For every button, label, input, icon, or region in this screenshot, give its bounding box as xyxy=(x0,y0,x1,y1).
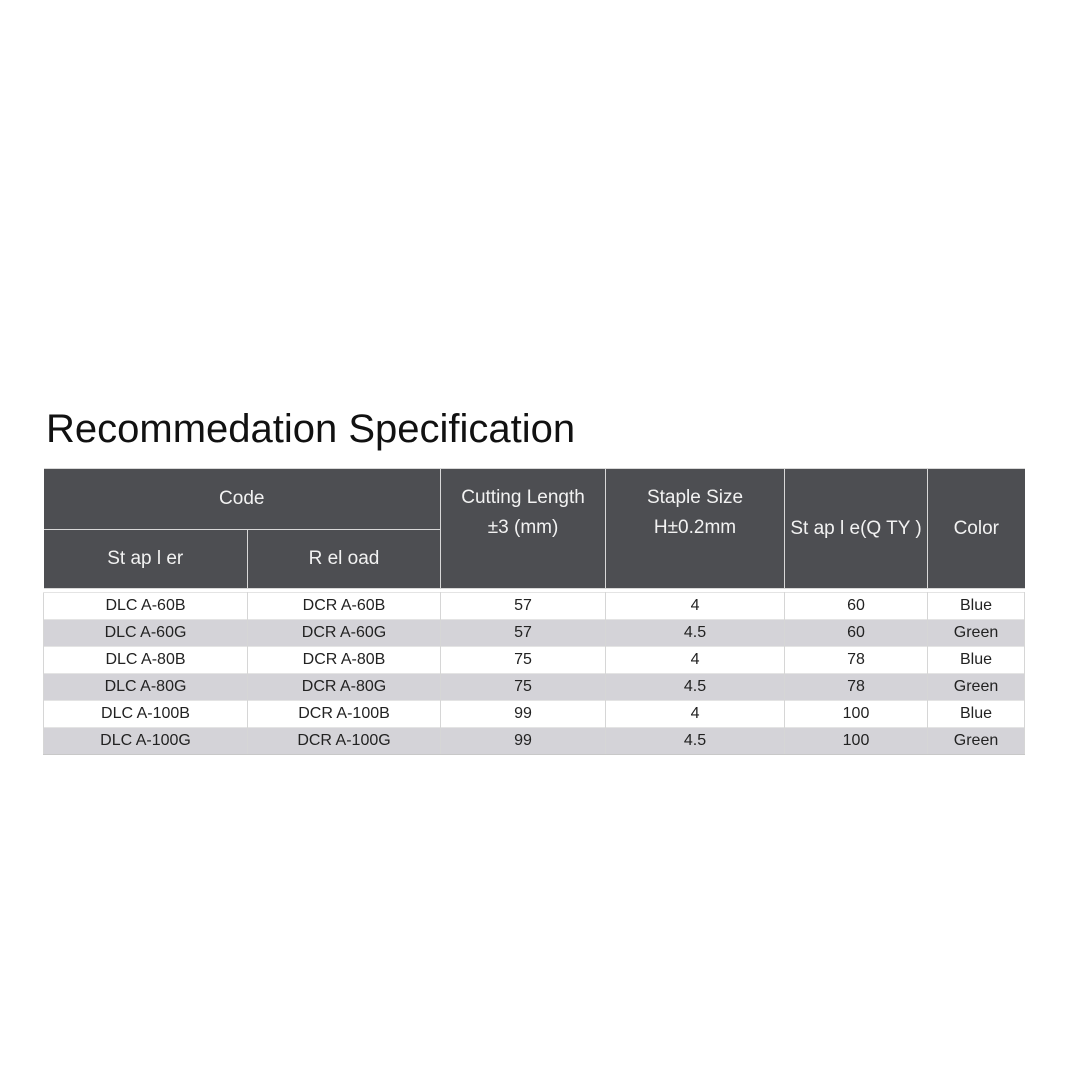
cell-cutting-length: 99 xyxy=(441,728,606,755)
cell-cutting-length: 57 xyxy=(441,593,606,620)
cell-staple-qty: 78 xyxy=(785,674,928,701)
cell-stapler: DLC A-60B xyxy=(44,593,248,620)
header-cutting-length-tolerance: ±3 (mm) xyxy=(487,516,559,538)
cell-staple-qty: 100 xyxy=(785,701,928,728)
cell-staple-size: 4.5 xyxy=(606,674,785,701)
cell-reload: DCR A-60G xyxy=(248,620,441,647)
cell-staple-qty: 78 xyxy=(785,647,928,674)
header-color: Color xyxy=(928,469,1025,589)
cell-reload: DCR A-100B xyxy=(248,701,441,728)
cell-staple-size: 4 xyxy=(606,647,785,674)
cell-stapler: DLC A-100B xyxy=(44,701,248,728)
table-row xyxy=(44,620,1025,647)
table-row xyxy=(44,674,1025,701)
header-staple-size-tolerance: H±0.2mm xyxy=(653,516,737,538)
cell-color: Blue xyxy=(928,701,1025,728)
header-staple-size xyxy=(606,469,785,589)
cell-cutting-length: 75 xyxy=(441,647,606,674)
cell-staple-qty: 60 xyxy=(785,620,928,647)
header-staple-qty: St ap l e(Q TY ) xyxy=(785,469,928,589)
cell-staple-size: 4 xyxy=(606,701,785,728)
cell-staple-qty: 60 xyxy=(785,593,928,620)
header-staple-size-label: Staple Size xyxy=(646,486,744,508)
cell-staple-size: 4.5 xyxy=(606,728,785,755)
table-row xyxy=(44,593,1025,620)
cell-cutting-length: 99 xyxy=(441,701,606,728)
cell-color: Green xyxy=(928,620,1025,647)
cell-color: Blue xyxy=(928,593,1025,620)
cell-cutting-length: 57 xyxy=(441,620,606,647)
header-cutting-length-label: Cutting Length xyxy=(461,486,585,508)
cell-stapler: DLC A-100G xyxy=(44,728,248,755)
table-row xyxy=(44,728,1025,755)
cell-staple-size: 4 xyxy=(606,593,785,620)
cell-reload: DCR A-60B xyxy=(248,593,441,620)
cell-color: Green xyxy=(928,728,1025,755)
specification-table xyxy=(43,468,1025,755)
table-row xyxy=(44,647,1025,674)
header-stapler: St ap l er xyxy=(44,530,248,589)
cell-stapler: DLC A-60G xyxy=(44,620,248,647)
cell-color: Blue xyxy=(928,647,1025,674)
cell-cutting-length: 75 xyxy=(441,674,606,701)
page-title: Recommedation Specification xyxy=(46,406,576,451)
cell-reload: DCR A-100G xyxy=(248,728,441,755)
cell-reload: DCR A-80G xyxy=(248,674,441,701)
cell-stapler: DLC A-80G xyxy=(44,674,248,701)
cell-staple-size: 4.5 xyxy=(606,620,785,647)
table-row xyxy=(44,701,1025,728)
header-code: Code xyxy=(44,469,441,530)
cell-staple-qty: 100 xyxy=(785,728,928,755)
cell-reload: DCR A-80B xyxy=(248,647,441,674)
header-reload: R el oad xyxy=(248,530,441,589)
cell-color: Green xyxy=(928,674,1025,701)
header-cutting-length xyxy=(441,469,606,589)
cell-stapler: DLC A-80B xyxy=(44,647,248,674)
